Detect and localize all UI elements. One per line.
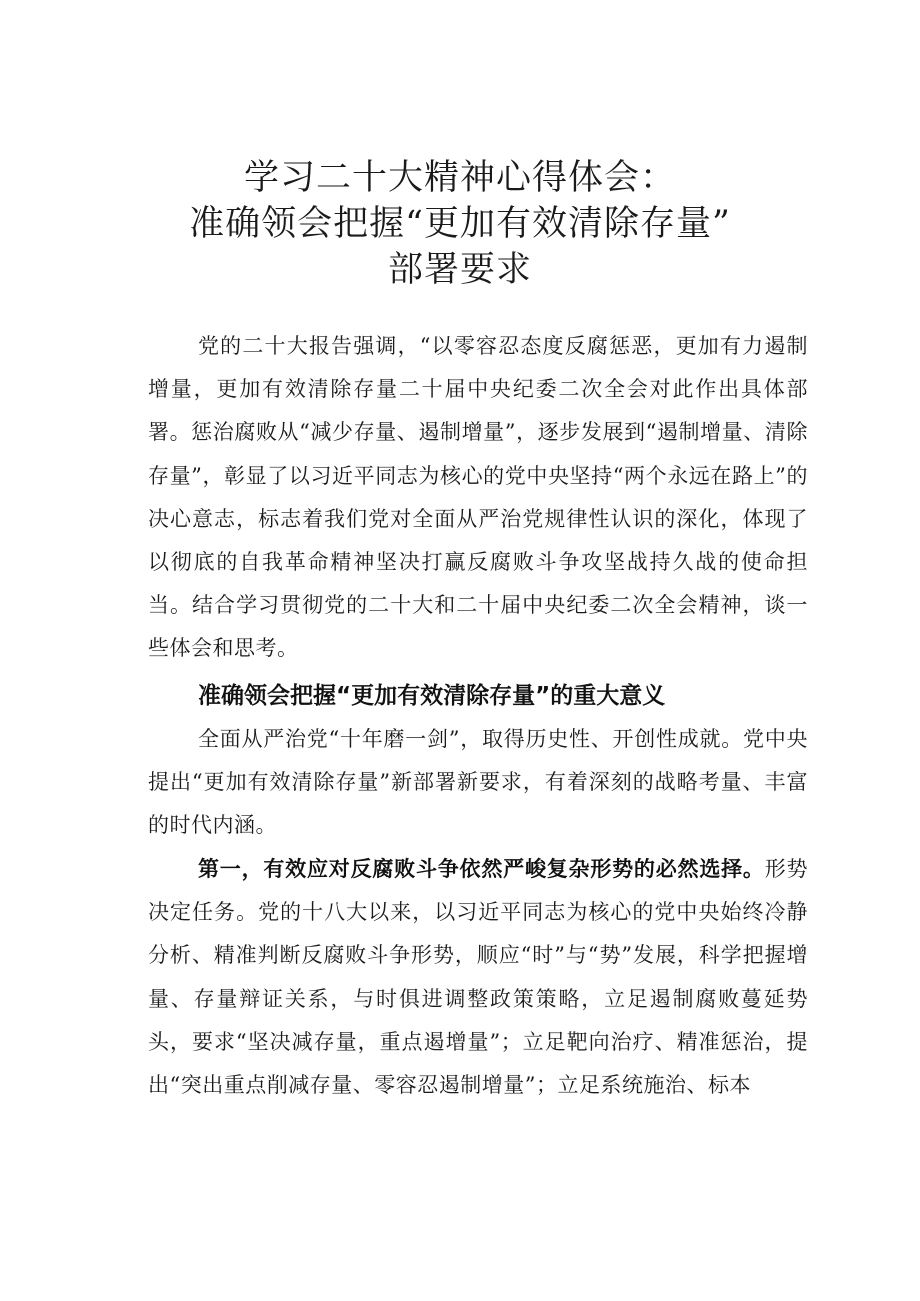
section-heading: 准确领会把握“更加有效清除存量”的重大意义 <box>198 683 666 709</box>
document-title-line-3: 部署要求 <box>387 250 532 290</box>
document-title-line-2: 准确领会把握“更加有效清除存量” <box>189 204 731 244</box>
point-one-paragraph <box>148 848 808 1107</box>
point-one-body: 形势决定任务。党的十八大以来，以习近平同志为核心的党中央始终冷静分析、精准判断反腐败斗争形势，顺应“时”与“势”发展，科学把握增量、存量辩证关系，与时俱进调整政策策略，立足遏制腐败蔓延势头，要求“坚决减存量，重点遏增量”；立足靶向治疗、精准惩治，提出“突出重点削减存量、零容忍遏制增量”；立足系统施治、标本 <box>148 857 808 1098</box>
intro-paragraph: 党的二十大报告强调，“以零容忍态度反腐惩恶，更加有力遏制增量，更加有效清除存量二十届中央纪委二次全会对此作出具体部署。惩治腐败从“减少存量、遏制增量”，逐步发展到“遏制增量、清除存量”，彰显了以习近平同志为核心的党中央坚持“两个永远在路上”的决心意志，标志着我们党对全面从严治党规律性认识的深化，体现了以彻底的自我革命精神坚决打赢反腐败斗争攻坚战持久战的使命担当。结合学习贯彻党的二十大和二十届中央纪委二次全会精神，谈一些体会和思考。 <box>148 334 808 661</box>
point-one-lead: 第一，有效应对反腐败斗争依然严峻复杂形势的必然选择。 <box>198 857 765 881</box>
section-intro-paragraph: 全面从严治党“十年磨一剑”，取得历史性、开创性成就。党中央提出“更加有效清除存量”新部署新要求，有着深刻的战略考量、丰富的时代内涵。 <box>148 727 808 838</box>
document-title-line-1: 学习二十大精神心得体会： <box>243 158 676 198</box>
